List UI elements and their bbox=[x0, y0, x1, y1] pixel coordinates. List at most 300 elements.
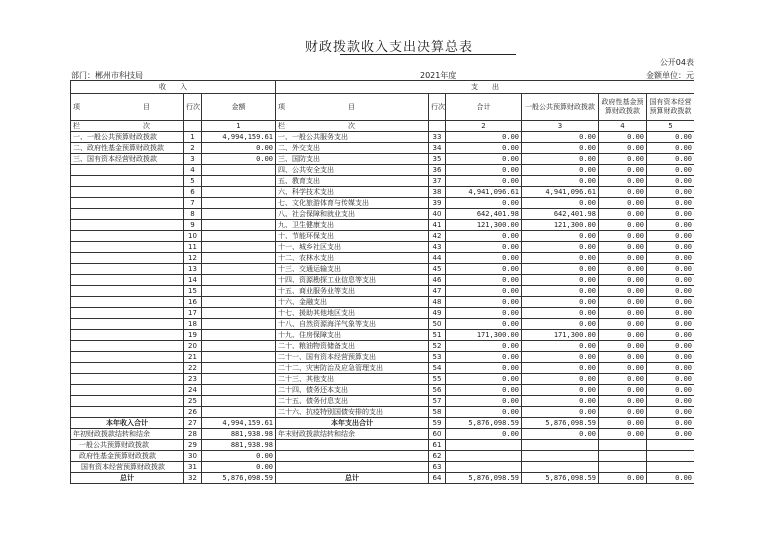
state-capital-amount-cell: 0.00 bbox=[647, 286, 695, 297]
total-amount-cell: 0.00 bbox=[446, 275, 522, 286]
gov-fund-amount-cell: 0.00 bbox=[599, 220, 647, 231]
col-num-4: 4 bbox=[599, 121, 647, 132]
income-amount-cell: 0.00 bbox=[202, 462, 276, 473]
state-capital-amount-cell: 0.00 bbox=[647, 253, 695, 264]
general-budget-amount-cell bbox=[522, 451, 599, 462]
income-amount-cell bbox=[202, 352, 276, 363]
gov-fund-header: 政府性基金预算财政拨款 bbox=[599, 94, 647, 121]
income-item-cell bbox=[71, 374, 184, 385]
row-label-blank bbox=[184, 121, 202, 132]
income-item-cell: 年初财政拨款结转和结余 bbox=[71, 429, 184, 440]
expense-line-cell: 49 bbox=[429, 308, 446, 319]
income-amount-cell bbox=[202, 165, 276, 176]
gov-fund-amount-cell: 0.00 bbox=[599, 407, 647, 418]
state-capital-amount-cell: 0.00 bbox=[647, 143, 695, 154]
expense-item-cell: 三、国防支出 bbox=[276, 154, 429, 165]
total-amount-cell: 171,300.00 bbox=[446, 330, 522, 341]
table-row bbox=[71, 374, 695, 385]
income-amount-cell bbox=[202, 198, 276, 209]
row-label-cell: 栏 次 bbox=[276, 121, 429, 132]
income-item-cell: 国有资本经营预算财政拨款 bbox=[71, 462, 184, 473]
gov-fund-amount-cell: 0.00 bbox=[599, 154, 647, 165]
income-item-cell bbox=[71, 286, 184, 297]
gov-fund-amount-cell: 0.00 bbox=[599, 308, 647, 319]
table-row bbox=[71, 396, 695, 407]
gov-fund-amount-cell: 0.00 bbox=[599, 429, 647, 440]
expense-line-cell: 36 bbox=[429, 165, 446, 176]
total-amount-cell: 0.00 bbox=[446, 198, 522, 209]
gov-fund-amount-cell: 0.00 bbox=[599, 374, 647, 385]
table-row bbox=[71, 308, 695, 319]
state-capital-amount-cell: 0.00 bbox=[647, 198, 695, 209]
gov-fund-amount-cell: 0.00 bbox=[599, 264, 647, 275]
income-item-cell bbox=[71, 165, 184, 176]
expense-line-cell: 48 bbox=[429, 297, 446, 308]
col-num-2: 2 bbox=[446, 121, 522, 132]
gov-fund-amount-cell: 0.00 bbox=[599, 275, 647, 286]
income-line-cell: 16 bbox=[184, 297, 202, 308]
gov-fund-amount-cell: 0.00 bbox=[599, 330, 647, 341]
total-amount-cell: 0.00 bbox=[446, 231, 522, 242]
income-line-cell: 6 bbox=[184, 187, 202, 198]
income-item-cell bbox=[71, 275, 184, 286]
gov-fund-amount-cell: 0.00 bbox=[599, 209, 647, 220]
expense-line-cell: 55 bbox=[429, 374, 446, 385]
total-amount-cell: 0.00 bbox=[446, 429, 522, 440]
gov-fund-amount-cell: 0.00 bbox=[599, 165, 647, 176]
total-amount-cell: 121,300.00 bbox=[446, 220, 522, 231]
year-label: 2021年度 bbox=[420, 71, 457, 80]
income-item-cell bbox=[71, 341, 184, 352]
state-capital-amount-cell: 0.00 bbox=[647, 352, 695, 363]
gov-fund-amount-cell: 0.00 bbox=[599, 253, 647, 264]
table-row bbox=[71, 363, 695, 374]
gov-fund-amount-cell bbox=[599, 440, 647, 451]
table-row bbox=[71, 253, 695, 264]
gov-fund-amount-cell: 0.00 bbox=[599, 473, 647, 484]
total-amount-cell: 0.00 bbox=[446, 286, 522, 297]
column-header-row bbox=[71, 94, 695, 121]
total-amount-cell: 0.00 bbox=[446, 308, 522, 319]
expense-item-cell: 十一、城乡社区支出 bbox=[276, 242, 429, 253]
income-line-cell: 32 bbox=[184, 473, 202, 484]
income-item-cell: 本年收入合计 bbox=[71, 418, 184, 429]
expense-line-cell: 39 bbox=[429, 198, 446, 209]
expense-line-cell: 50 bbox=[429, 319, 446, 330]
state-capital-amount-cell: 0.00 bbox=[647, 242, 695, 253]
state-capital-amount-cell: 0.00 bbox=[647, 165, 695, 176]
total-amount-cell: 0.00 bbox=[446, 253, 522, 264]
income-item-cell bbox=[71, 198, 184, 209]
gov-fund-amount-cell: 0.00 bbox=[599, 418, 647, 429]
state-capital-amount-cell: 0.00 bbox=[647, 341, 695, 352]
state-capital-amount-cell: 0.00 bbox=[647, 275, 695, 286]
income-amount-cell bbox=[202, 242, 276, 253]
expense-group-header: 支 出 bbox=[276, 81, 695, 94]
report-title: 财政拨款收入支出决算总表 bbox=[304, 40, 473, 55]
income-item-header: 项 目 bbox=[71, 94, 184, 121]
table-row bbox=[71, 286, 695, 297]
total-amount-cell: 0.00 bbox=[446, 374, 522, 385]
general-budget-amount-cell: 642,401.98 bbox=[522, 209, 599, 220]
income-amount-cell: 4,994,159.61 bbox=[202, 418, 276, 429]
income-amount-cell: 5,876,098.59 bbox=[202, 473, 276, 484]
state-capital-amount-cell bbox=[647, 440, 695, 451]
expense-item-cell: 二、外交支出 bbox=[276, 143, 429, 154]
income-group-header: 收 入 bbox=[71, 81, 276, 94]
income-line-cell: 5 bbox=[184, 176, 202, 187]
col-num-1: 1 bbox=[202, 121, 276, 132]
table-row bbox=[71, 231, 695, 242]
income-line-cell: 29 bbox=[184, 440, 202, 451]
table-row bbox=[71, 297, 695, 308]
expense-item-cell: 九、卫生健康支出 bbox=[276, 220, 429, 231]
income-amount-cell bbox=[202, 363, 276, 374]
income-line-cell: 10 bbox=[184, 231, 202, 242]
state-capital-amount-cell: 0.00 bbox=[647, 209, 695, 220]
table-row bbox=[71, 187, 695, 198]
total-header: 合计 bbox=[446, 94, 522, 121]
general-budget-amount-cell: 0.00 bbox=[522, 242, 599, 253]
department-label: 部门：郴州市科技局 bbox=[71, 71, 143, 80]
expense-line-cell: 43 bbox=[429, 242, 446, 253]
general-budget-amount-cell: 0.00 bbox=[522, 341, 599, 352]
income-line-cell: 31 bbox=[184, 462, 202, 473]
general-budget-amount-cell: 0.00 bbox=[522, 286, 599, 297]
expense-line-cell: 40 bbox=[429, 209, 446, 220]
table-row bbox=[71, 132, 695, 143]
income-line-cell: 25 bbox=[184, 396, 202, 407]
income-item-cell bbox=[71, 209, 184, 220]
expense-item-cell: 二十四、债务还本支出 bbox=[276, 385, 429, 396]
row-label-cell: 栏 次 bbox=[71, 121, 184, 132]
table-row bbox=[71, 429, 695, 440]
expense-line-cell: 44 bbox=[429, 253, 446, 264]
general-budget-amount-cell: 0.00 bbox=[522, 308, 599, 319]
total-amount-cell: 642,401.98 bbox=[446, 209, 522, 220]
table-row bbox=[71, 385, 695, 396]
expense-line-cell: 58 bbox=[429, 407, 446, 418]
income-amount-cell bbox=[202, 176, 276, 187]
income-line-cell: 9 bbox=[184, 220, 202, 231]
income-item-cell bbox=[71, 308, 184, 319]
total-amount-cell bbox=[446, 462, 522, 473]
income-amount-cell: 0.00 bbox=[202, 143, 276, 154]
expense-line-cell: 64 bbox=[429, 473, 446, 484]
income-item-cell bbox=[71, 242, 184, 253]
expense-line-cell: 56 bbox=[429, 385, 446, 396]
state-capital-amount-cell: 0.00 bbox=[647, 231, 695, 242]
general-budget-amount-cell: 0.00 bbox=[522, 363, 599, 374]
total-amount-cell: 0.00 bbox=[446, 132, 522, 143]
report-table-frame bbox=[70, 80, 694, 550]
general-budget-amount-cell: 0.00 bbox=[522, 253, 599, 264]
gov-fund-amount-cell bbox=[599, 462, 647, 473]
income-amount-cell bbox=[202, 253, 276, 264]
income-amount-cell bbox=[202, 231, 276, 242]
expense-line-cell: 53 bbox=[429, 352, 446, 363]
income-amount-cell bbox=[202, 319, 276, 330]
expense-line-cell: 42 bbox=[429, 231, 446, 242]
table-row bbox=[71, 473, 695, 484]
state-capital-amount-cell: 0.00 bbox=[647, 407, 695, 418]
state-capital-amount-cell: 0.00 bbox=[647, 418, 695, 429]
expense-item-cell: 十二、农林水支出 bbox=[276, 253, 429, 264]
col-num-3: 3 bbox=[522, 121, 599, 132]
table-row bbox=[71, 143, 695, 154]
general-budget-amount-cell: 5,876,098.59 bbox=[522, 418, 599, 429]
income-amount-cell: 881,938.98 bbox=[202, 429, 276, 440]
table-row bbox=[71, 176, 695, 187]
expense-line-cell: 54 bbox=[429, 363, 446, 374]
state-capital-amount-cell: 0.00 bbox=[647, 264, 695, 275]
general-budget-amount-cell: 0.00 bbox=[522, 143, 599, 154]
income-amount-cell bbox=[202, 407, 276, 418]
income-line-header: 行次 bbox=[184, 94, 202, 121]
expense-line-cell: 60 bbox=[429, 429, 446, 440]
report-table bbox=[70, 80, 694, 484]
table-row bbox=[71, 451, 695, 462]
income-amount-cell: 0.00 bbox=[202, 154, 276, 165]
row-label-blank bbox=[429, 121, 446, 132]
table-row bbox=[71, 242, 695, 253]
income-item-cell bbox=[71, 330, 184, 341]
state-capital-amount-cell: 0.00 bbox=[647, 176, 695, 187]
table-row bbox=[71, 165, 695, 176]
income-line-cell: 1 bbox=[184, 132, 202, 143]
total-amount-cell: 4,941,096.61 bbox=[446, 187, 522, 198]
income-amount-cell bbox=[202, 396, 276, 407]
income-item-cell: 三、国有资本经营财政拨款 bbox=[71, 154, 184, 165]
state-capital-amount-cell: 0.00 bbox=[647, 308, 695, 319]
expense-item-cell: 四、公共安全支出 bbox=[276, 165, 429, 176]
income-item-cell bbox=[71, 396, 184, 407]
income-amount-cell: 0.00 bbox=[202, 451, 276, 462]
general-budget-amount-cell: 0.00 bbox=[522, 275, 599, 286]
table-row bbox=[71, 352, 695, 363]
expense-item-cell bbox=[276, 462, 429, 473]
income-item-cell bbox=[71, 319, 184, 330]
state-capital-amount-cell: 0.00 bbox=[647, 385, 695, 396]
income-line-cell: 30 bbox=[184, 451, 202, 462]
general-budget-amount-cell: 0.00 bbox=[522, 385, 599, 396]
general-budget-amount-cell: 0.00 bbox=[522, 407, 599, 418]
state-capital-header: 国有资本经营预算财政拨款 bbox=[647, 94, 695, 121]
gov-fund-amount-cell: 0.00 bbox=[599, 286, 647, 297]
expense-line-cell: 45 bbox=[429, 264, 446, 275]
income-line-cell: 12 bbox=[184, 253, 202, 264]
table-row bbox=[71, 330, 695, 341]
general-budget-amount-cell: 0.00 bbox=[522, 231, 599, 242]
total-amount-cell: 0.00 bbox=[446, 319, 522, 330]
general-budget-header: 一般公共预算财政拨款 bbox=[522, 94, 599, 121]
expense-line-cell: 47 bbox=[429, 286, 446, 297]
income-line-cell: 24 bbox=[184, 385, 202, 396]
general-budget-amount-cell: 0.00 bbox=[522, 198, 599, 209]
state-capital-amount-cell: 0.00 bbox=[647, 330, 695, 341]
state-capital-amount-cell: 0.00 bbox=[647, 297, 695, 308]
total-amount-cell: 0.00 bbox=[446, 385, 522, 396]
income-line-cell: 20 bbox=[184, 341, 202, 352]
expense-item-cell bbox=[276, 451, 429, 462]
expense-line-cell: 41 bbox=[429, 220, 446, 231]
table-row bbox=[71, 418, 695, 429]
expense-line-cell: 59 bbox=[429, 418, 446, 429]
income-item-cell bbox=[71, 407, 184, 418]
state-capital-amount-cell: 0.00 bbox=[647, 429, 695, 440]
income-amount-cell bbox=[202, 297, 276, 308]
income-item-cell bbox=[71, 220, 184, 231]
general-budget-amount-cell: 0.00 bbox=[522, 396, 599, 407]
general-budget-amount-cell bbox=[522, 440, 599, 451]
income-line-cell: 23 bbox=[184, 374, 202, 385]
gov-fund-amount-cell: 0.00 bbox=[599, 198, 647, 209]
state-capital-amount-cell: 0.00 bbox=[647, 187, 695, 198]
unit-label: 金额单位：元 bbox=[646, 71, 694, 80]
income-item-cell bbox=[71, 187, 184, 198]
expense-item-cell: 二十六、抗疫特别国债安排的支出 bbox=[276, 407, 429, 418]
income-amount-cell bbox=[202, 330, 276, 341]
income-item-cell: 政府性基金预算财政拨款 bbox=[71, 451, 184, 462]
expense-item-cell: 十三、交通运输支出 bbox=[276, 264, 429, 275]
general-budget-amount-cell: 171,300.00 bbox=[522, 330, 599, 341]
expense-item-cell: 总计 bbox=[276, 473, 429, 484]
total-amount-cell: 0.00 bbox=[446, 165, 522, 176]
income-item-cell bbox=[71, 363, 184, 374]
income-line-cell: 14 bbox=[184, 275, 202, 286]
gov-fund-amount-cell: 0.00 bbox=[599, 242, 647, 253]
col-num-5: 5 bbox=[647, 121, 695, 132]
table-row bbox=[71, 198, 695, 209]
expense-item-cell: 二十一、国有资本经营预算支出 bbox=[276, 352, 429, 363]
income-item-cell: 一般公共预算财政拨款 bbox=[71, 440, 184, 451]
general-budget-amount-cell: 5,876,098.59 bbox=[522, 473, 599, 484]
income-line-cell: 27 bbox=[184, 418, 202, 429]
expense-item-cell: 六、科学技术支出 bbox=[276, 187, 429, 198]
total-amount-cell: 0.00 bbox=[446, 176, 522, 187]
gov-fund-amount-cell: 0.00 bbox=[599, 143, 647, 154]
general-budget-amount-cell: 0.00 bbox=[522, 352, 599, 363]
expense-line-cell: 57 bbox=[429, 396, 446, 407]
expense-item-cell: 本年支出合计 bbox=[276, 418, 429, 429]
expense-line-cell: 52 bbox=[429, 341, 446, 352]
gov-fund-amount-cell: 0.00 bbox=[599, 319, 647, 330]
income-amount-cell bbox=[202, 264, 276, 275]
total-amount-cell: 0.00 bbox=[446, 297, 522, 308]
table-row bbox=[71, 220, 695, 231]
expense-item-cell: 十七、援助其他地区支出 bbox=[276, 308, 429, 319]
expense-line-cell: 37 bbox=[429, 176, 446, 187]
table-row bbox=[71, 462, 695, 473]
expense-item-cell: 十九、住房保障支出 bbox=[276, 330, 429, 341]
income-line-cell: 4 bbox=[184, 165, 202, 176]
state-capital-amount-cell: 0.00 bbox=[647, 363, 695, 374]
table-row bbox=[71, 319, 695, 330]
general-budget-amount-cell: 0.00 bbox=[522, 176, 599, 187]
expense-item-cell: 十五、商业服务业等支出 bbox=[276, 286, 429, 297]
general-budget-amount-cell: 0.00 bbox=[522, 154, 599, 165]
expense-item-cell: 十、节能环保支出 bbox=[276, 231, 429, 242]
state-capital-amount-cell: 0.00 bbox=[647, 132, 695, 143]
table-row bbox=[71, 275, 695, 286]
general-budget-amount-cell: 4,941,096.61 bbox=[522, 187, 599, 198]
income-item-cell bbox=[71, 352, 184, 363]
title-underline bbox=[340, 54, 516, 55]
income-item-cell bbox=[71, 264, 184, 275]
expense-item-header: 项 目 bbox=[276, 94, 429, 121]
gov-fund-amount-cell: 0.00 bbox=[599, 231, 647, 242]
income-line-cell: 19 bbox=[184, 330, 202, 341]
income-line-cell: 11 bbox=[184, 242, 202, 253]
expense-item-cell: 十八、自然资源海洋气象等支出 bbox=[276, 319, 429, 330]
expense-item-cell bbox=[276, 440, 429, 451]
expense-item-cell: 五、教育支出 bbox=[276, 176, 429, 187]
income-line-cell: 7 bbox=[184, 198, 202, 209]
gov-fund-amount-cell: 0.00 bbox=[599, 352, 647, 363]
state-capital-amount-cell: 0.00 bbox=[647, 473, 695, 484]
group-header-row bbox=[71, 81, 695, 94]
income-amount-cell bbox=[202, 374, 276, 385]
expense-line-cell: 63 bbox=[429, 462, 446, 473]
income-line-cell: 21 bbox=[184, 352, 202, 363]
total-amount-cell: 0.00 bbox=[446, 143, 522, 154]
table-row bbox=[71, 341, 695, 352]
state-capital-amount-cell: 0.00 bbox=[647, 396, 695, 407]
general-budget-amount-cell: 0.00 bbox=[522, 319, 599, 330]
total-amount-cell: 0.00 bbox=[446, 396, 522, 407]
state-capital-amount-cell bbox=[647, 462, 695, 473]
table-row bbox=[71, 154, 695, 165]
general-budget-amount-cell bbox=[522, 462, 599, 473]
state-capital-amount-cell: 0.00 bbox=[647, 154, 695, 165]
expense-item-cell: 二十、粮油物资储备支出 bbox=[276, 341, 429, 352]
expense-line-cell: 38 bbox=[429, 187, 446, 198]
income-amount-cell bbox=[202, 385, 276, 396]
income-item-cell: 总计 bbox=[71, 473, 184, 484]
state-capital-amount-cell bbox=[647, 451, 695, 462]
income-item-cell bbox=[71, 176, 184, 187]
income-line-cell: 8 bbox=[184, 209, 202, 220]
total-amount-cell: 5,876,098.59 bbox=[446, 473, 522, 484]
income-amount-cell bbox=[202, 209, 276, 220]
income-item-cell: 二、政府性基金预算财政拨款 bbox=[71, 143, 184, 154]
gov-fund-amount-cell: 0.00 bbox=[599, 176, 647, 187]
general-budget-amount-cell: 0.00 bbox=[522, 264, 599, 275]
income-line-cell: 2 bbox=[184, 143, 202, 154]
table-row bbox=[71, 264, 695, 275]
total-amount-cell bbox=[446, 440, 522, 451]
gov-fund-amount-cell: 0.00 bbox=[599, 187, 647, 198]
general-budget-amount-cell: 0.00 bbox=[522, 132, 599, 143]
gov-fund-amount-cell: 0.00 bbox=[599, 297, 647, 308]
income-amount-cell bbox=[202, 286, 276, 297]
gov-fund-amount-cell: 0.00 bbox=[599, 132, 647, 143]
total-amount-cell: 0.00 bbox=[446, 341, 522, 352]
expense-item-cell: 年末财政拨款结转和结余 bbox=[276, 429, 429, 440]
table-row bbox=[71, 407, 695, 418]
column-number-row bbox=[71, 121, 695, 132]
total-amount-cell bbox=[446, 451, 522, 462]
income-line-cell: 17 bbox=[184, 308, 202, 319]
total-amount-cell: 0.00 bbox=[446, 407, 522, 418]
income-line-cell: 18 bbox=[184, 319, 202, 330]
income-item-cell bbox=[71, 231, 184, 242]
state-capital-amount-cell: 0.00 bbox=[647, 374, 695, 385]
income-line-cell: 26 bbox=[184, 407, 202, 418]
income-line-cell: 3 bbox=[184, 154, 202, 165]
state-capital-amount-cell: 0.00 bbox=[647, 220, 695, 231]
total-amount-cell: 0.00 bbox=[446, 352, 522, 363]
